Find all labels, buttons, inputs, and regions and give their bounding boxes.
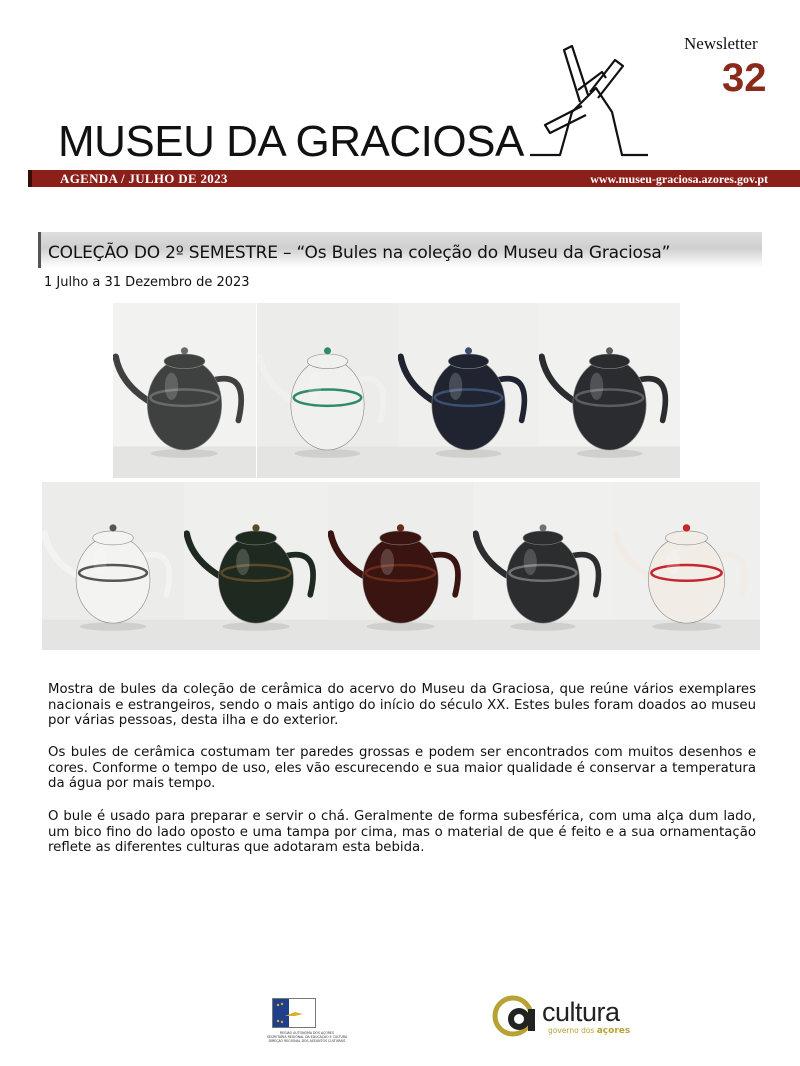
photo-dark-ornate-teapot <box>539 303 680 478</box>
windmill-logo-icon <box>520 40 650 160</box>
paragraph-usage: O bule é usado para preparar e servir o chá. Geralmente de forma subesférica, com uma alça dum lado, um bico fino do lado oposto e uma tampa por cima, mas o material de que é feito e a sua ornamentação reflete as diferentes culturas que adotaram esta bebida. <box>48 809 756 855</box>
photo-white-green-stripe-teapot <box>257 303 398 478</box>
exhibition-dates: 1 Julho a 31 Dezembro de 2023 <box>44 275 250 290</box>
gov-line-3: DIREÇÃO REGIONAL DOS ASSUNTOS CULTURAIS <box>268 1039 346 1043</box>
teapot-icon <box>613 482 760 650</box>
photo-reddish-brown-teapot <box>328 482 473 650</box>
photo-dark-blue-glazed-teapot <box>398 303 539 478</box>
cultura-sub-region: açores <box>596 1026 631 1036</box>
photo-dark-green-brown-teapot <box>184 482 328 650</box>
teapot-icon <box>328 482 473 650</box>
teapot-icon <box>398 303 539 478</box>
section-title: COLEÇÃO DO 2º SEMESTRE – “Os Bules na coleção do Museu da Graciosa” <box>48 243 671 263</box>
teapot-icon <box>257 303 398 478</box>
teapot-icon <box>184 482 328 650</box>
cultura-wordmark: cultura <box>542 997 620 1027</box>
gov-line-1: REGIÃO AUTÓNOMA DOS AÇORES <box>279 1031 335 1035</box>
paragraph-ceramics: Os bules de cerâmica costumam ter paredes grossas e podem ser encontrados com muitos desenhos e cores. Conforme o tempo de uso, eles vão escurecendo e sua maior qualidade é conservar a temperatura da água por mais tempo. <box>48 745 756 791</box>
teapot-icon <box>473 482 613 650</box>
gov-line-2: SECRETARIA REGIONAL DA EDUCAÇÃO E CULTURA <box>266 1035 348 1039</box>
cultura-mark-icon <box>492 995 544 1037</box>
museum-title: MUSEU DA GRACIOSA <box>58 117 524 166</box>
website-link[interactable]: www.museu-graciosa.azores.gov.pt <box>590 172 768 186</box>
teapot-icon <box>113 303 256 478</box>
newsletter-label: Newsletter <box>684 34 758 53</box>
photo-black-embossed-teapot <box>473 482 613 650</box>
photo-grey-metal-teapot <box>113 303 256 478</box>
teapot-icon <box>42 482 184 650</box>
azores-government-logo <box>262 998 352 1046</box>
cultura-logo <box>492 995 632 1039</box>
photo-white-floral-teapot <box>42 482 184 650</box>
paragraph-intro: Mostra de bules da coleção de cerâmica do acervo do Museu da Graciosa, que reúne vários exemplares nacionais e estrangeiros, sendo o mais antigo do início do século XX. Estes bules foram doados ao museu por várias pessoas, desta ilha e do exterior. <box>48 682 756 728</box>
cultura-subtitle <box>548 1026 630 1036</box>
cultura-sub-prefix: governo dos <box>548 1026 595 1035</box>
teapot-icon <box>539 303 680 478</box>
photo-japanese-painted-teapot <box>613 482 760 650</box>
issue-number: 32 <box>722 56 767 100</box>
azores-flag-icon <box>272 998 316 1028</box>
agenda-date: AGENDA / JULHO DE 2023 <box>60 171 228 186</box>
